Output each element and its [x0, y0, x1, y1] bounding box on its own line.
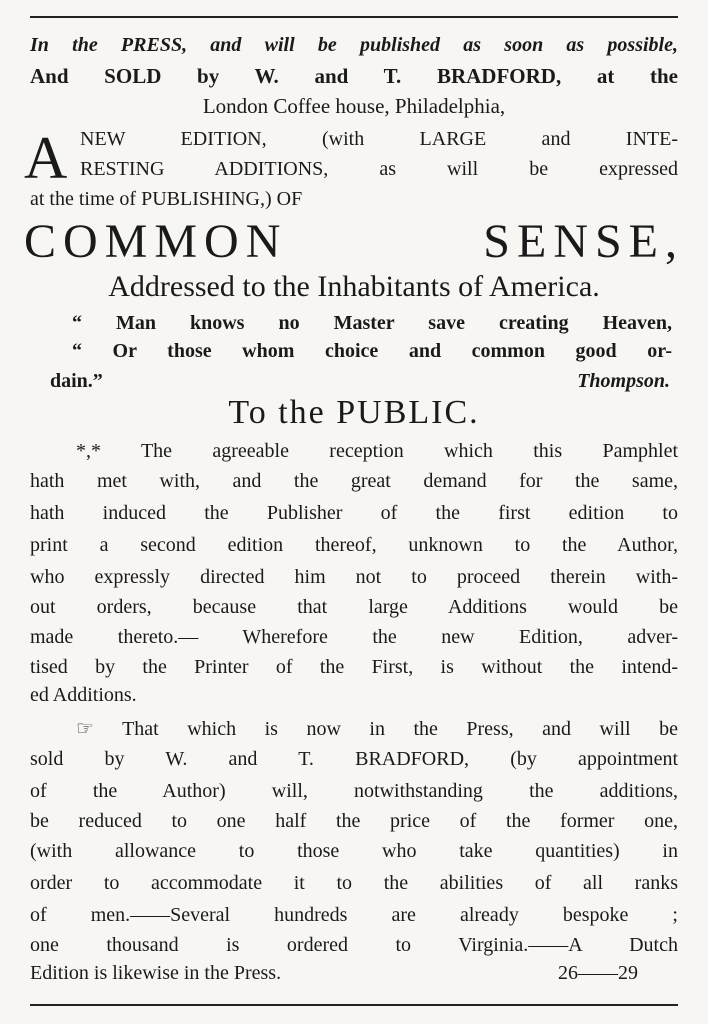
notice-paragraph-line: hath met with, and the great demand for the same, [30, 470, 678, 492]
notice-paragraph-line: ed Additions. [30, 684, 137, 706]
new-edition-line-1: NEW EDITION, (with LARGE and INTE- [80, 128, 678, 150]
top-rule [30, 16, 678, 18]
sale-paragraph-line: order to accommodate it to the abilities of all ranks [30, 872, 678, 894]
notice-paragraph-line: who expressly directed him not to proceed therein with- [30, 566, 678, 588]
notice-paragraph-line: tised by the Printer of the First, is without the intend- [30, 656, 678, 678]
pamphlet-title: COMMON SENSE, [24, 215, 684, 268]
sale-paragraph-line: sold by W. and T. BRADFORD, (by appointment [30, 748, 678, 770]
epigraph-attribution: Thompson. [577, 370, 670, 392]
new-edition-line-3: at the time of PUBLISHING,) OF [30, 188, 303, 210]
sale-paragraph-line: of men.——Several hundreds are already bespoke ; [30, 904, 678, 926]
bottom-rule [30, 1004, 678, 1006]
section-heading: To the PUBLIC. [228, 394, 480, 431]
location-line: London Coffee house, Philadelphia, [202, 94, 506, 118]
sale-paragraph-end: Edition is likewise in the Press. [30, 962, 282, 984]
epigraph-line-3 [50, 370, 670, 393]
sale-paragraph-line: be reduced to one half the price of the former one, [30, 810, 678, 832]
sale-paragraph-line: of the Author) will, notwithstanding the additions, [30, 780, 678, 802]
sale-paragraph-line: one thousand is ordered to Virginia.——A Dutch [30, 934, 678, 956]
drop-cap: A [24, 125, 68, 191]
epigraph-line-1: “ Man knows no Master save creating Heaven, [72, 312, 672, 334]
seller-line: And SOLD by W. and T. BRADFORD, at the [30, 64, 678, 88]
notice-paragraph-line: hath induced the Publisher of the first edition to [30, 502, 678, 524]
sale-paragraph-line: ☞ That which is now in the Press, and will be [76, 718, 678, 740]
epigraph-line-2: “ Or those whom choice and common good or- [72, 340, 672, 362]
notice-paragraph-line: made thereto.— Wherefore the new Edition, adver- [30, 626, 678, 648]
sale-paragraph-last-line [30, 962, 678, 985]
sale-paragraph-line: (with allowance to those who take quantities) in [30, 840, 678, 862]
notice-paragraph-line: print a second edition thereof, unknown to the Author, [30, 534, 678, 556]
issue-reference: 26——29 [558, 962, 638, 984]
notice-paragraph-line: out orders, because that large Additions would be [30, 596, 678, 618]
notice-paragraph-line: *,* The agreeable reception which this Pamphlet [76, 440, 678, 462]
press-notice-line: In the PRESS, and will be published as soon as possible, [30, 34, 678, 56]
new-edition-line-2: RESTING ADDITIONS, as will be expressed [80, 158, 678, 180]
epigraph-end: dain.” [50, 370, 103, 392]
pamphlet-subtitle: Addressed to the Inhabitants of America. [108, 270, 600, 303]
